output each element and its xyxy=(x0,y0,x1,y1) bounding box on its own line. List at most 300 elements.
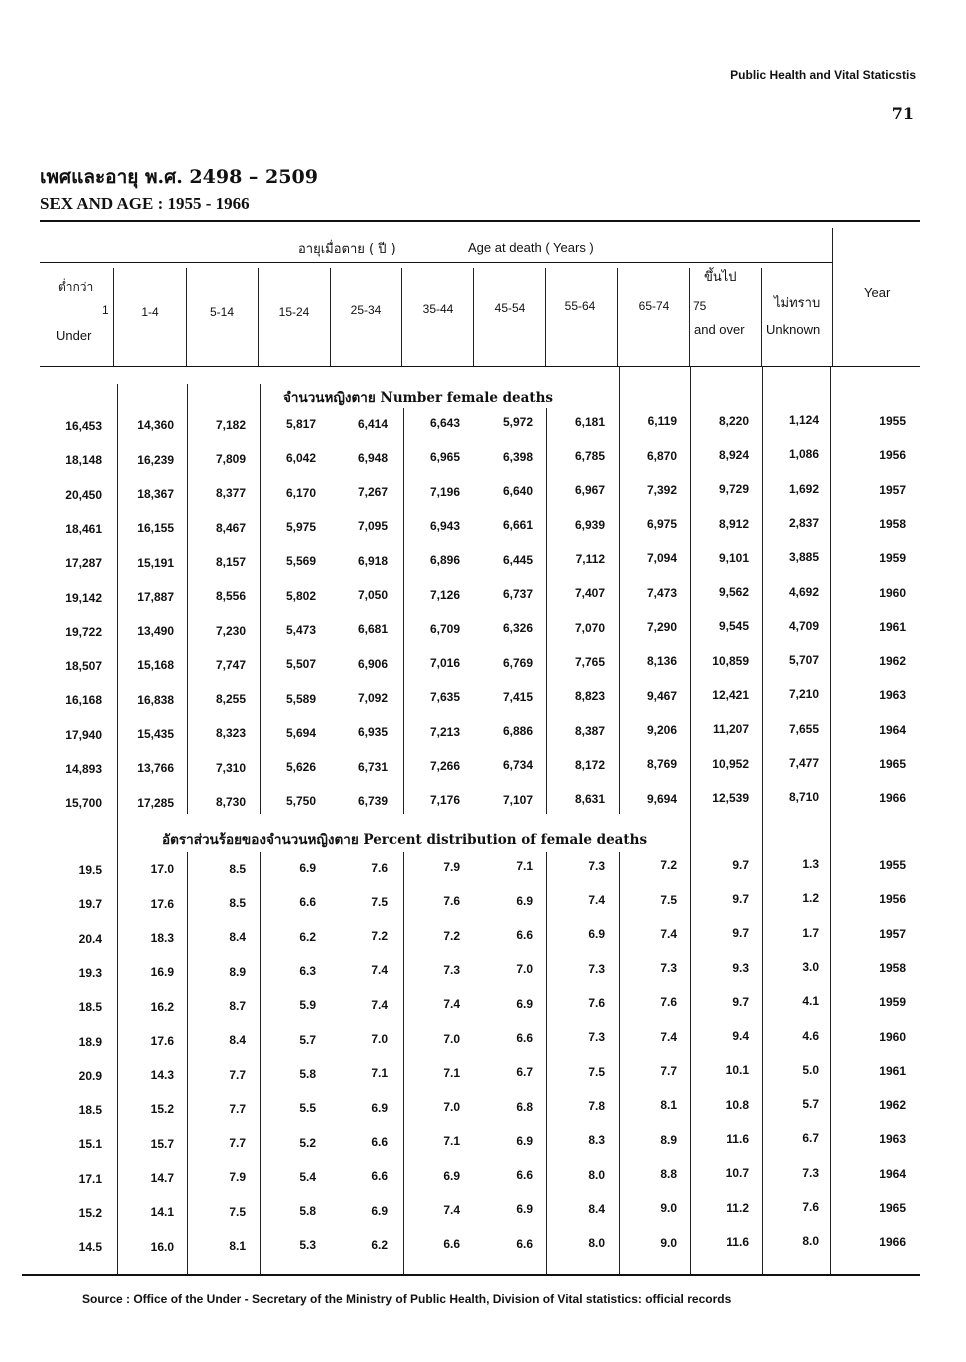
source-note: Source : Office of the Under - Secretary of the Ministry of Public Health, Division of Vital statistics: official records xyxy=(82,1292,732,1306)
table-cell: 16.9 xyxy=(150,965,174,980)
table-cell: 5.7 xyxy=(299,1032,316,1047)
table-cell: 7.2 xyxy=(371,929,388,944)
table-cell: 9.0 xyxy=(660,1201,677,1216)
table-cell: 6.6 xyxy=(516,1030,533,1045)
table-cell: 10.1 xyxy=(725,1063,749,1078)
year-cell: 1955 xyxy=(879,858,906,872)
table-cell: 14,360 xyxy=(137,418,174,433)
table-cell: 14.1 xyxy=(150,1205,174,1220)
table-cell: 6,943 xyxy=(429,518,460,533)
table-cell: 8,220 xyxy=(718,413,749,428)
table-cell: 6,739 xyxy=(357,793,388,808)
table-cell: 8.7 xyxy=(229,998,246,1013)
table-cell: 8,467 xyxy=(215,520,246,535)
table-cell: 7,655 xyxy=(788,721,819,736)
table-row xyxy=(40,721,920,745)
table-cell: 6,414 xyxy=(357,416,388,431)
column-divider xyxy=(689,268,690,366)
table-cell: 7,016 xyxy=(429,656,460,671)
table-cell: 5,473 xyxy=(285,622,316,637)
table-cell: 6,896 xyxy=(429,553,460,568)
table-cell: 8,924 xyxy=(718,447,749,462)
year-cell: 1964 xyxy=(879,1166,906,1181)
table-cell: 18,461 xyxy=(65,521,102,536)
table-cell: 14,893 xyxy=(65,762,102,776)
table-cell: 7,213 xyxy=(429,724,460,739)
table-cell: 4.1 xyxy=(802,994,819,1009)
table-cell: 6.6 xyxy=(371,1134,388,1149)
table-cell: 8.0 xyxy=(802,1234,819,1249)
table-cell: 7.4 xyxy=(443,997,460,1012)
table-cell: 18.5 xyxy=(78,1103,102,1118)
table-cell: 7.0 xyxy=(371,1032,388,1047)
table-cell: 6.9 xyxy=(443,1168,460,1183)
table-cell: 6,709 xyxy=(429,621,460,636)
table-cell: 1.3 xyxy=(802,857,819,871)
table-cell: 7,126 xyxy=(429,587,460,602)
table-cell: 7.1 xyxy=(371,1066,388,1081)
year-cell: 1966 xyxy=(879,791,906,806)
table-cell: 18,148 xyxy=(65,453,102,468)
table-cell: 13,490 xyxy=(137,624,174,639)
table-cell: 14.3 xyxy=(150,1068,174,1083)
table-cell: 9.7 xyxy=(732,994,749,1009)
table-cell: 15.2 xyxy=(78,1206,102,1220)
table-cell: 6.9 xyxy=(299,861,316,876)
table-cell: 7,107 xyxy=(502,792,533,807)
year-cell: 1965 xyxy=(879,757,906,771)
table-cell: 9,694 xyxy=(646,791,677,806)
table-cell: 14.7 xyxy=(150,1171,174,1186)
table-cell: 7,310 xyxy=(215,760,246,775)
table-cell: 20,450 xyxy=(65,487,102,502)
table-cell: 16.0 xyxy=(150,1239,174,1254)
table-cell: 7.7 xyxy=(660,1064,677,1078)
table-cell: 5,975 xyxy=(285,520,316,535)
table-cell: 6,731 xyxy=(357,759,388,774)
table-cell: 12,539 xyxy=(712,790,749,805)
table-cell: 7,477 xyxy=(788,756,819,770)
table-cell: 8,631 xyxy=(574,792,605,807)
table-cell: 17.6 xyxy=(150,1033,174,1048)
table-cell: 7.4 xyxy=(660,1029,677,1044)
table-cell: 5.3 xyxy=(299,1238,316,1253)
table-cell: 6.9 xyxy=(516,893,533,908)
table-cell: 7.7 xyxy=(229,1101,246,1116)
table-cell: 2,837 xyxy=(788,515,819,530)
table-cell: 7,230 xyxy=(215,623,246,638)
table-cell: 5,694 xyxy=(285,725,316,740)
over-75-english: and over xyxy=(694,322,745,337)
table-cell: 6,640 xyxy=(502,484,533,498)
table-cell: 5.8 xyxy=(299,1204,316,1219)
under-1-thai: ต่ำกว่า xyxy=(58,280,94,294)
col-header-5-14: 5-14 xyxy=(209,305,235,319)
table-cell: 7.3 xyxy=(588,1030,605,1045)
table-row xyxy=(40,584,920,608)
table-cell: 8,823 xyxy=(574,689,605,704)
table-cell: 7.6 xyxy=(371,860,388,875)
table-cell: 8.4 xyxy=(229,930,246,945)
table-row xyxy=(40,756,920,779)
year-cell: 1958 xyxy=(879,516,906,531)
table-cell: 1.2 xyxy=(802,891,819,906)
table-cell: 8.0 xyxy=(588,1167,605,1182)
over-75-thai: ขึ้นไป xyxy=(704,270,737,285)
table-cell: 16,838 xyxy=(137,692,174,707)
table-cell: 8,387 xyxy=(574,723,605,738)
table-cell: 4.6 xyxy=(802,1028,819,1043)
table-cell: 10,952 xyxy=(712,756,749,771)
table-cell: 8.5 xyxy=(229,861,246,876)
table-cell: 6,445 xyxy=(502,552,533,567)
table-cell: 6,935 xyxy=(357,725,388,740)
table-cell: 5,972 xyxy=(502,415,533,430)
table-cell: 6,170 xyxy=(285,485,316,500)
table-cell: 7,092 xyxy=(357,690,388,705)
table-cell: 7,095 xyxy=(357,519,388,534)
col-header-55-64: 55-64 xyxy=(564,299,596,313)
table-row xyxy=(40,550,920,573)
under-1-english: Under xyxy=(56,328,92,343)
table-cell: 7,266 xyxy=(429,759,460,773)
table-cell: 6.7 xyxy=(516,1065,533,1080)
table-cell: 18.9 xyxy=(78,1034,102,1049)
year-cell: 1960 xyxy=(879,1029,906,1044)
table-cell: 9.7 xyxy=(732,857,749,872)
table-cell: 8,255 xyxy=(215,692,246,707)
table-cell: 6.7 xyxy=(802,1131,819,1146)
table-cell: 9,545 xyxy=(718,619,749,634)
table-cell: 8.4 xyxy=(588,1201,605,1216)
table-cell: 1,086 xyxy=(788,447,819,462)
table-cell: 7.2 xyxy=(660,858,677,873)
table-cell: 6,734 xyxy=(502,758,533,773)
col-header-1-4: 1-4 xyxy=(141,305,159,319)
table-cell: 6,769 xyxy=(502,655,533,670)
table-row xyxy=(40,1131,920,1154)
table-cell: 6,785 xyxy=(574,449,605,464)
table-cell: 5,589 xyxy=(285,691,316,706)
table-cell: 6,965 xyxy=(429,450,460,465)
table-cell: 16.2 xyxy=(150,999,174,1014)
column-divider xyxy=(401,268,402,366)
table-cell: 10.8 xyxy=(725,1097,749,1112)
table-cell: 8.4 xyxy=(229,1033,246,1048)
table-cell: 8,323 xyxy=(215,726,246,741)
table-cell: 6,042 xyxy=(285,451,316,466)
table-cell: 6,661 xyxy=(502,518,533,533)
table-row xyxy=(40,1062,920,1086)
table-cell: 17,287 xyxy=(65,556,102,571)
table-cell: 8,556 xyxy=(215,589,246,604)
year-cell: 1957 xyxy=(879,482,906,497)
table-bottom-rule xyxy=(22,1274,920,1276)
year-cell: 1965 xyxy=(879,1201,906,1215)
table-cell: 6,870 xyxy=(646,448,677,463)
table-row xyxy=(40,790,920,813)
table-cell: 7.3 xyxy=(660,961,677,976)
table-cell: 5.9 xyxy=(299,998,316,1013)
table-cell: 10.7 xyxy=(725,1166,749,1181)
table-cell: 6,119 xyxy=(647,414,677,429)
table-cell: 15,700 xyxy=(65,796,102,811)
table-cell: 7.8 xyxy=(588,1098,605,1113)
table-cell: 7.4 xyxy=(371,997,388,1012)
table-cell: 7.4 xyxy=(588,893,605,908)
table-row xyxy=(40,1097,920,1120)
year-header: Year xyxy=(864,285,891,300)
table-cell: 17,887 xyxy=(137,589,174,604)
table-cell: 7.5 xyxy=(229,1204,246,1219)
table-cell: 15.2 xyxy=(150,1102,174,1117)
table-cell: 8.1 xyxy=(229,1239,246,1254)
table-cell: 7,809 xyxy=(215,452,246,467)
table-cell: 8.3 xyxy=(588,1133,605,1148)
year-cell: 1963 xyxy=(879,688,906,703)
table-cell: 5.5 xyxy=(299,1101,316,1116)
page-number: 71 xyxy=(891,104,914,123)
table-row xyxy=(40,618,920,642)
table-cell: 7,415 xyxy=(502,689,533,704)
table-cell: 7.4 xyxy=(443,1203,460,1217)
table-cell: 8.9 xyxy=(229,964,246,979)
table-cell: 8.0 xyxy=(588,1236,605,1251)
table-cell: 7,050 xyxy=(357,588,388,603)
year-cell: 1962 xyxy=(879,654,906,669)
table-cell: 8.1 xyxy=(660,1098,677,1113)
table-cell: 7.5 xyxy=(588,1064,605,1079)
table-cell: 1,124 xyxy=(788,413,819,427)
table-cell: 6,181 xyxy=(574,414,605,429)
table-row xyxy=(40,1165,920,1189)
table-cell: 8.9 xyxy=(660,1132,677,1147)
table-cell: 7.0 xyxy=(443,1100,460,1115)
table-cell: 8.8 xyxy=(660,1166,677,1181)
table-cell: 19.3 xyxy=(78,965,102,980)
table-row xyxy=(40,515,920,539)
table-cell: 16,168 xyxy=(65,693,102,708)
year-cell: 1960 xyxy=(879,585,906,600)
table-cell: 20.4 xyxy=(78,931,102,946)
table-cell: 9.7 xyxy=(732,926,749,941)
table-cell: 9,101 xyxy=(718,550,749,565)
table-cell: 19.5 xyxy=(78,863,102,877)
over-75-number: 75 xyxy=(693,299,707,313)
table-cell: 7.7 xyxy=(229,1067,246,1082)
table-cell: 6,886 xyxy=(502,724,533,739)
table-cell: 9.7 xyxy=(732,891,749,906)
table-cell: 7.1 xyxy=(443,1065,460,1080)
table-cell: 15.1 xyxy=(78,1137,102,1152)
table-cell: 20.9 xyxy=(78,1068,102,1083)
year-cell: 1956 xyxy=(879,448,906,463)
table-cell: 6.6 xyxy=(516,928,533,942)
table-cell: 8,172 xyxy=(574,757,605,772)
table-cell: 7,473 xyxy=(646,585,677,600)
table-row xyxy=(40,653,920,676)
table-cell: 7.3 xyxy=(802,1165,819,1180)
table-cell: 7.6 xyxy=(443,894,460,909)
table-cell: 17.6 xyxy=(150,896,174,911)
table-cell: 7.7 xyxy=(229,1136,246,1151)
table-cell: 6,967 xyxy=(574,483,605,498)
table-cell: 13,766 xyxy=(137,761,174,776)
table-cell: 17,285 xyxy=(137,795,174,810)
table-cell: 6.2 xyxy=(371,1237,388,1252)
table-cell: 17.1 xyxy=(78,1171,102,1186)
table-cell: 8,157 xyxy=(215,554,246,569)
table-cell: 6.9 xyxy=(588,927,605,942)
table-top-rule xyxy=(40,220,920,222)
table-cell: 7.9 xyxy=(229,1170,246,1185)
table-cell: 9.4 xyxy=(732,1029,749,1044)
col-header-45-54: 45-54 xyxy=(494,301,526,315)
table-cell: 15,168 xyxy=(137,658,174,673)
table-cell: 17.0 xyxy=(150,862,174,877)
table-cell: 12,421 xyxy=(712,688,749,702)
table-cell: 7.2 xyxy=(443,928,460,943)
table-cell: 6,398 xyxy=(502,449,533,464)
table-cell: 6.6 xyxy=(516,1236,533,1251)
table-row xyxy=(40,413,920,436)
table-cell: 18.3 xyxy=(150,930,174,945)
table-cell: 16,155 xyxy=(137,521,174,536)
year-cell: 1955 xyxy=(879,414,906,428)
table-cell: 7,267 xyxy=(357,485,388,500)
table-cell: 3.0 xyxy=(802,959,819,974)
table-cell: 7.0 xyxy=(443,1031,460,1046)
table-cell: 6.3 xyxy=(299,964,316,979)
table-cell: 7.6 xyxy=(660,995,677,1010)
table-cell: 8,730 xyxy=(215,795,246,810)
table-cell: 5.0 xyxy=(802,1062,819,1077)
table-row xyxy=(40,1234,920,1257)
table-cell: 9,729 xyxy=(718,482,749,497)
table-cell: 7.9 xyxy=(443,860,460,874)
year-cell: 1959 xyxy=(879,551,906,566)
table-cell: 9,467 xyxy=(646,688,677,703)
table-cell: 7,765 xyxy=(574,654,605,669)
table-cell: 7,392 xyxy=(646,482,677,497)
age-header-english: Age at death ( Years ) xyxy=(468,240,594,255)
table-cell: 6.2 xyxy=(299,929,316,944)
table-cell: 5,569 xyxy=(285,554,316,569)
table-cell: 7,112 xyxy=(575,552,605,566)
table-cell: 6.9 xyxy=(516,996,533,1011)
table-cell: 8,912 xyxy=(718,516,749,531)
table-cell: 7.6 xyxy=(802,1200,819,1214)
table-cell: 19,142 xyxy=(65,590,102,605)
under-1-number: 1 xyxy=(102,303,109,317)
year-cell: 1966 xyxy=(879,1235,906,1250)
table-cell: 6.6 xyxy=(299,895,316,910)
table-cell: 6,737 xyxy=(502,586,533,601)
table-cell: 6,948 xyxy=(357,450,388,465)
table-cell: 16,239 xyxy=(137,452,174,467)
table-cell: 17,940 xyxy=(65,727,102,742)
table-cell: 8,710 xyxy=(788,790,819,805)
table-cell: 4,709 xyxy=(788,618,819,633)
table-cell: 7.0 xyxy=(516,962,533,977)
year-cell: 1962 xyxy=(879,1098,906,1113)
table-cell: 15,435 xyxy=(137,727,174,742)
table-cell: 7,290 xyxy=(646,620,677,634)
table-cell: 5,707 xyxy=(788,653,819,668)
table-cell: 1,692 xyxy=(788,481,819,496)
table-cell: 7,635 xyxy=(429,690,460,705)
column-divider xyxy=(258,268,259,366)
table-cell: 6,681 xyxy=(357,622,388,637)
year-cell: 1958 xyxy=(879,960,906,975)
table-cell: 6,975 xyxy=(646,517,677,532)
year-cell: 1959 xyxy=(879,995,906,1010)
table-cell: 7.6 xyxy=(588,996,605,1010)
age-header-thai: อายุเมื่อตาย ( ปี ) xyxy=(298,242,396,257)
column-divider xyxy=(186,268,187,366)
table-cell: 3,885 xyxy=(788,550,819,565)
year-cell: 1961 xyxy=(879,1063,906,1078)
table-row xyxy=(40,447,920,470)
table-cell: 7,070 xyxy=(574,620,605,635)
table-cell: 1.7 xyxy=(802,925,819,940)
table-cell: 7.5 xyxy=(660,892,677,907)
table-cell: 18,367 xyxy=(137,486,174,501)
year-cell: 1961 xyxy=(879,619,906,634)
table-cell: 7,196 xyxy=(429,484,460,499)
table-cell: 9,562 xyxy=(718,585,749,600)
table-row xyxy=(40,925,920,949)
table-cell: 6.6 xyxy=(516,1168,533,1183)
table-cell: 7,176 xyxy=(429,793,460,808)
column-divider xyxy=(330,268,331,366)
column-divider xyxy=(617,268,618,366)
table-cell: 10,859 xyxy=(712,653,749,668)
table-cell: 11.2 xyxy=(726,1200,749,1215)
table-cell: 7.1 xyxy=(516,859,533,874)
table-cell: 6.9 xyxy=(371,1100,388,1115)
table-cell: 7.4 xyxy=(660,926,677,941)
column-divider xyxy=(113,268,114,366)
col-header-65-74: 65-74 xyxy=(638,299,670,313)
table-cell: 11.6 xyxy=(726,1234,749,1249)
table-cell: 9,206 xyxy=(646,722,677,737)
table-row xyxy=(40,687,920,710)
table-cell: 11,207 xyxy=(712,722,749,737)
table-cell: 7,094 xyxy=(646,551,677,566)
col-header-15-24: 15-24 xyxy=(278,305,310,319)
table-cell: 7,210 xyxy=(788,687,819,702)
age-group-rule xyxy=(40,262,832,263)
table-cell: 8.5 xyxy=(229,896,246,911)
table-cell: 19.7 xyxy=(78,897,102,912)
table-cell: 15.7 xyxy=(150,1136,174,1151)
table-cell: 7.3 xyxy=(588,858,605,873)
table-cell: 9.3 xyxy=(732,960,749,975)
table-row xyxy=(40,994,920,1017)
table-cell: 6.9 xyxy=(516,1202,533,1217)
table-cell: 6.8 xyxy=(516,1099,533,1114)
table-cell: 5,626 xyxy=(285,760,316,775)
table-row xyxy=(40,1200,920,1223)
col-header-35-44: 35-44 xyxy=(422,302,454,316)
table-cell: 6,939 xyxy=(574,517,605,532)
table-cell: 6.6 xyxy=(443,1237,460,1252)
table-cell: 5.8 xyxy=(299,1066,316,1081)
table-cell: 7.3 xyxy=(588,961,605,976)
table-cell: 7.4 xyxy=(371,963,388,978)
table-cell: 6.9 xyxy=(371,1203,388,1218)
